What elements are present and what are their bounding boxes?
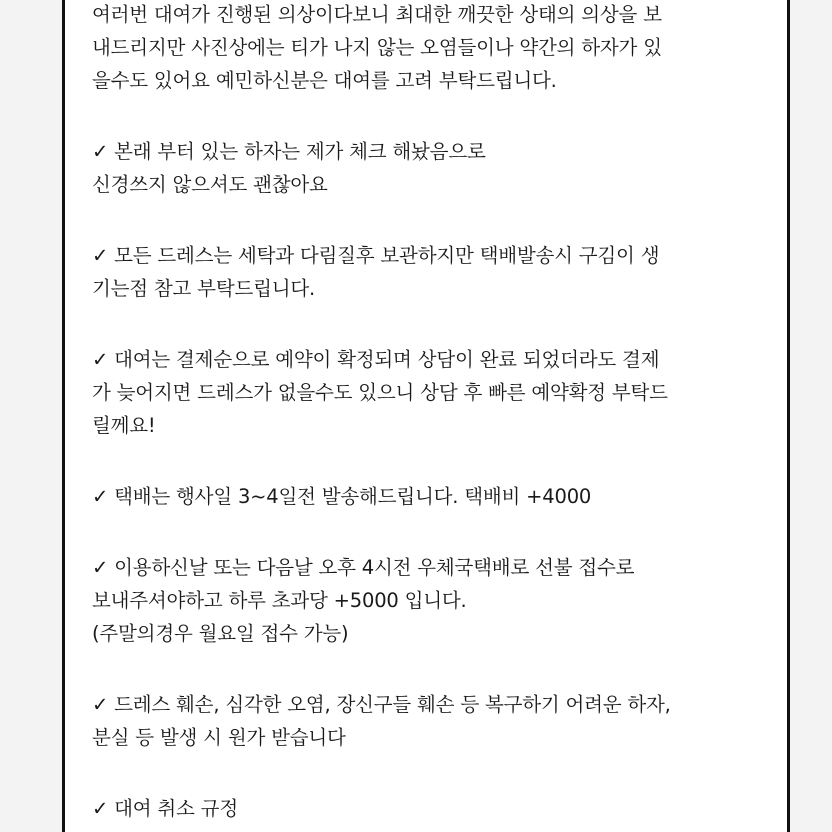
intro-line: 내드리지만 사진상에는 티가 나지 않는 오염들이나 약간의 하자가 있 xyxy=(92,36,662,59)
notice-line: 가 늦어지면 드레스가 없을수도 있으니 상담 후 빠른 예약확정 부탁드 xyxy=(92,381,668,404)
notice-line: 기는점 참고 부탁드립니다. xyxy=(92,277,316,300)
intro-line: 여러번 대여가 진행된 의상이다보니 최대한 깨끗한 상태의 의상을 보 xyxy=(92,3,662,26)
notice-item-laundry xyxy=(92,239,772,305)
notice-line: 이용하신날 또는 다음날 오후 4시전 우체국택배로 선불 접수로 xyxy=(114,556,635,579)
intro-line: 을수도 있어요 예민하신분은 대여를 고려 부탁드립니다. xyxy=(92,69,557,92)
notice-line: 대여는 결제순으로 예약이 확정되며 상담이 완료 되었더라도 결제 xyxy=(114,348,660,371)
notice-line: 분실 등 발생 시 원가 받습니다 xyxy=(92,726,346,749)
notice-item-payment xyxy=(92,343,772,442)
rental-notice-text xyxy=(92,0,772,825)
check-icon: ✓ xyxy=(92,485,109,508)
check-icon: ✓ xyxy=(92,556,109,579)
check-icon: ✓ xyxy=(92,348,109,371)
check-icon: ✓ xyxy=(92,244,109,267)
rental-notice-card xyxy=(62,0,790,832)
notice-line: 신경쓰지 않으셔도 괜찮아요 xyxy=(92,173,328,196)
notice-line: 릴께요! xyxy=(92,414,156,437)
notice-line: 택배는 행사일 3~4일전 발송해드립니다. 택배비 +4000 xyxy=(114,485,592,508)
notice-line: 보내주셔야하고 하루 초과당 +5000 입니다. xyxy=(92,589,467,612)
notice-item-return xyxy=(92,551,772,650)
notice-item-cancellation xyxy=(92,792,772,825)
notice-line: 대여 취소 규정 xyxy=(114,797,238,820)
notice-item-shipping xyxy=(92,480,772,513)
intro-paragraph xyxy=(92,0,772,97)
check-icon: ✓ xyxy=(92,140,109,163)
notice-line: 모든 드레스는 세탁과 다림질후 보관하지만 택배발송시 구김이 생 xyxy=(114,244,660,267)
notice-item-damage xyxy=(92,688,772,754)
check-icon: ✓ xyxy=(92,797,109,820)
notice-line: 본래 부터 있는 하자는 제가 체크 해놨음으로 xyxy=(114,140,486,163)
notice-item-defects xyxy=(92,135,772,201)
check-icon: ✓ xyxy=(92,693,109,716)
notice-line: 드레스 훼손, 심각한 오염, 장신구들 훼손 등 복구하기 어려운 하자, xyxy=(114,693,671,716)
notice-line: (주말의경우 월요일 접수 가능) xyxy=(92,622,349,645)
